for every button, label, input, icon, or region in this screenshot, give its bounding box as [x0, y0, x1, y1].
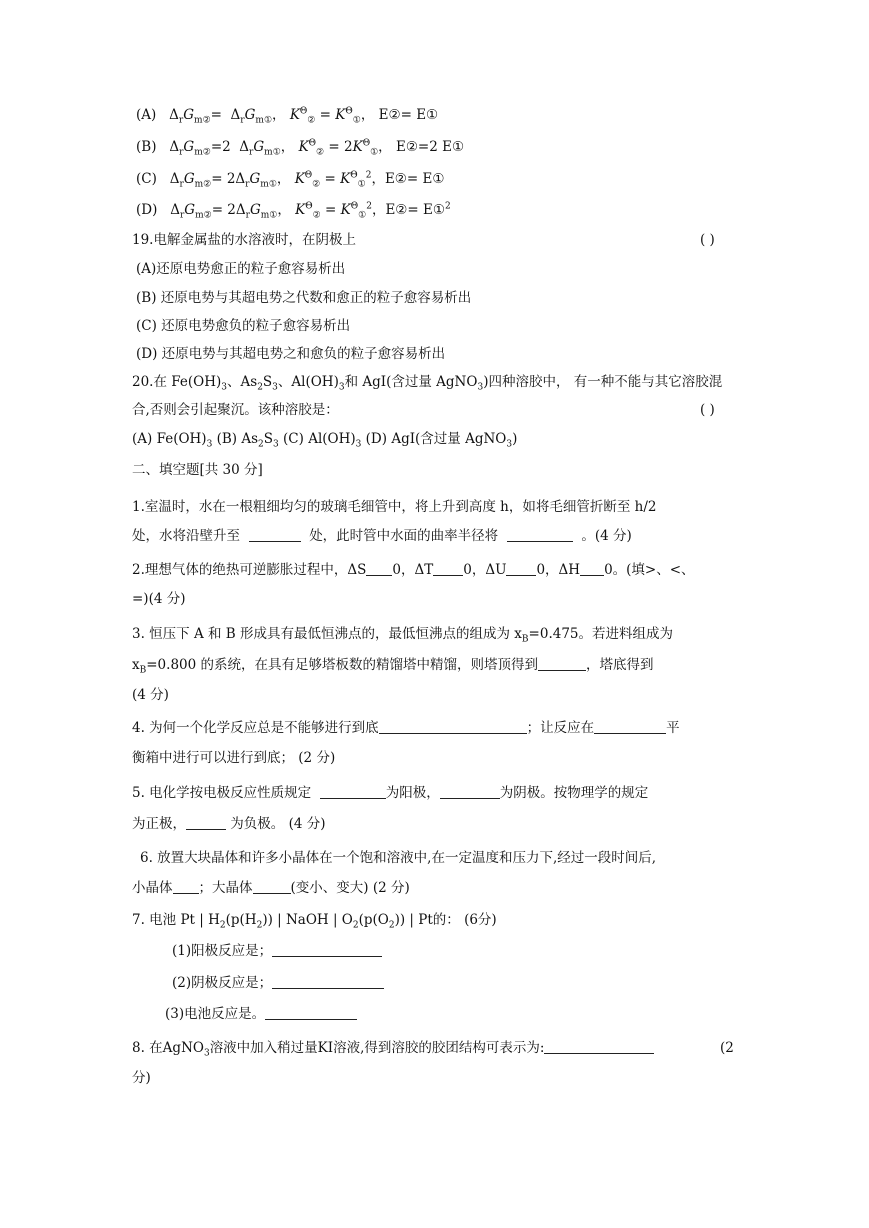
- q19-option-d: (D) 还原电势与其超电势之和愈负的粒子愈容易析出: [136, 346, 446, 362]
- f5-line1: 5. 电化学按电极反应性质规定 为阳极， 为阴极。按物理学的规定: [132, 785, 649, 801]
- q19-stem: 19.电解金属盐的水溶液时，在阴极上: [132, 232, 356, 248]
- f2-line1: 2.理想气体的绝热可逆膨胀过程中，ΔS 0，ΔT 0，ΔU 0，ΔH 0。(填>、<、: [132, 562, 695, 578]
- f4-line2: 衡箱中进行可以进行到底； (2 分): [132, 750, 336, 766]
- f5-blank-cathode[interactable]: [440, 785, 500, 799]
- f2-blank-dt[interactable]: [433, 562, 463, 576]
- f3-line2: $x_B=0.800$ 的系统，在具有足够塔板数的精馏塔中精馏，则塔顶得到 ，塔底得到: [132, 657, 654, 676]
- f7-blank-anode[interactable]: [272, 943, 382, 957]
- f1-line2: 处，水将沿壁升至 处，此时管中水面的曲率半径将 。(4 分): [132, 528, 632, 544]
- f7-cell: 7. 电池 Pt | $H_2(p(H_2))$ | NaOH | $O_2(p(O_2))$ | Pt的： (6分): [132, 912, 497, 931]
- q20-stem: 20.在 $Fe(OH)_3$、$As_2S_3$、$Al(OH)_3$和 AgI(含过量 AgNO$_3$)四种溶胶中， 有一种不能与其它溶胶混: [132, 374, 723, 393]
- f2-blank-dh[interactable]: [580, 562, 604, 576]
- q20-options: (A) $Fe(OH)_3$ (B) $As_2S_3$ (C) $Al(OH)_3$ (D) AgI(含过量 AgNO$_3$): [132, 431, 518, 450]
- q19-answer-paren: ( ): [700, 232, 715, 248]
- q20-answer-paren: ( ): [700, 402, 715, 418]
- f5-blank-anode[interactable]: [320, 785, 386, 799]
- f8-score-a: (2: [720, 1040, 734, 1056]
- f2-blank-du[interactable]: [506, 562, 536, 576]
- q18-option-d: (D) $\Delta_rG_{m②}= 2\Delta_rG_{m①}$， $K^\Theta_② = K^\Theta_①^2$，E②= E①$^2$: [136, 201, 451, 221]
- f6-line1: 6. 放置大块晶体和许多小晶体在一个饱和溶液中,在一定温度和压力下,经过一段时间后,: [140, 850, 657, 866]
- f6-line2: 小晶体 ；大晶体 (变小、变大) (2 分): [132, 880, 410, 896]
- f4-line1: 4. 为何一个化学反应总是不能够进行到底 ；让反应在 平: [132, 720, 680, 736]
- f6-blank-small[interactable]: [173, 880, 199, 894]
- f5-line2: 为正极， 为负极。 (4 分): [132, 816, 326, 832]
- section-title-fill-in: 二、填空题[共 30 分]: [132, 462, 263, 478]
- f8-line2: 分): [132, 1070, 151, 1086]
- f3-line3: (4 分): [132, 687, 169, 703]
- q19-option-a: (A)还原电势愈正的粒子愈容易析出: [136, 261, 346, 277]
- f6-blank-large[interactable]: [253, 880, 291, 894]
- q19-option-b: (B) 还原电势与其超电势之代数和愈正的粒子愈容易析出: [136, 290, 472, 306]
- q18-option-c: (C) $\Delta_rG_{m②}= 2\Delta_rG_{m①}$， $K^\Theta_② = K^\Theta_①^2$，E②= E①: [136, 170, 445, 190]
- f2-blank-ds[interactable]: [366, 562, 392, 576]
- q18-option-b: (B) $\Delta_rG_{m②}=2$ $\Delta_rG_{m①}$， $K^\Theta_② = 2K^\Theta_①$， E②=2 E①: [136, 138, 465, 158]
- f1-blank-2[interactable]: [507, 528, 573, 542]
- f7-item-cell-reaction: (3)电池反应是。: [165, 1005, 357, 1023]
- f8-blank[interactable]: [544, 1040, 654, 1054]
- q19-option-c: (C) 还原电势愈负的粒子愈容易析出: [136, 318, 351, 334]
- f1-line1: 1.室温时，水在一根粗细均匀的玻璃毛细管中，将上升到高度 h，如将毛细管折断至 h/2: [132, 499, 657, 515]
- q20-stem-line2: 合,否则会引起聚沉。该种溶胶是：: [132, 402, 339, 418]
- f7-item-cathode: (2)阴极反应是；: [172, 974, 384, 992]
- f2-line2: =)(4 分): [132, 591, 186, 607]
- f7-blank-cell[interactable]: [265, 1006, 357, 1020]
- f4-blank-1[interactable]: [379, 720, 527, 734]
- f7-item-anode: (1)阳极反应是；: [172, 942, 382, 960]
- f7-blank-cathode[interactable]: [272, 975, 384, 989]
- f1-blank-1[interactable]: [249, 528, 301, 542]
- f4-blank-2[interactable]: [594, 720, 666, 734]
- f3-blank-top[interactable]: [538, 657, 586, 671]
- f3-line1: 3. 恒压下 A 和 B 形成具有最低恒沸点的，最低恒沸点的组成为 $x_B=0.475$。若进料组成为: [132, 626, 674, 645]
- f5-blank-positive[interactable]: [186, 816, 226, 830]
- f8-line1: 8. 在AgNO$_3$溶液中加入稍过量KI溶液,得到溶胶的胶团结构可表示为:: [132, 1039, 654, 1057]
- q18-option-a: (A) $\Delta_rG_{m②}= \Delta_rG_{m①}$， $K^\Theta_② = K^\Theta_①$， E②= E①: [136, 106, 439, 126]
